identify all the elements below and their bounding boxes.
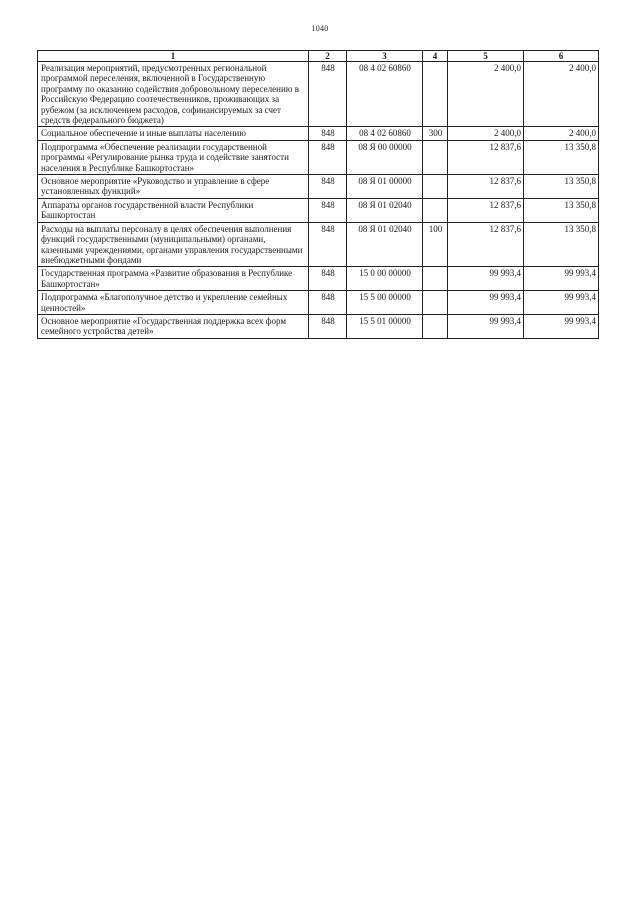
row-expense-type-cell [423,62,448,127]
row-target-article-cell: 08 Я 01 02040 [347,198,423,222]
row-admin-code-cell: 848 [309,175,347,199]
row-amount-year1-cell: 2 400,0 [448,62,524,127]
row-target-article-cell: 08 Я 01 02040 [347,222,423,267]
row-amount-year1-cell: 12 837,6 [448,222,524,267]
budget-table [37,50,599,339]
row-admin-code-cell: 848 [309,267,347,291]
row-amount-year2-cell: 99 993,4 [524,314,599,338]
row-amount-year1-cell: 12 837,6 [448,198,524,222]
row-name-cell: Государственная программа «Развитие образования в Республике Башкортостан» [38,267,309,291]
row-name-cell: Социальное обеспечение и иные выплаты населению [38,127,309,140]
row-amount-year1-cell: 2 400,0 [448,127,524,140]
row-target-article-cell: 08 4 02 60860 [347,127,423,140]
row-amount-year1-cell: 99 993,4 [448,267,524,291]
row-name-cell: Аппараты органов государственной власти Республики Башкортостан [38,198,309,222]
table-row [38,267,599,291]
row-admin-code-cell: 848 [309,62,347,127]
row-admin-code-cell: 848 [309,222,347,267]
row-amount-year2-cell: 13 350,8 [524,140,599,174]
row-expense-type-cell [423,198,448,222]
table-row [38,314,599,338]
row-target-article-cell: 08 Я 01 00000 [347,175,423,199]
header-col-5: 5 [448,51,524,62]
header-col-4: 4 [423,51,448,62]
row-amount-year1-cell: 12 837,6 [448,175,524,199]
table-row [38,175,599,199]
row-expense-type-cell: 300 [423,127,448,140]
row-name-cell: Расходы на выплаты персоналу в целях обеспечения выполнения функций государственными (муниципальными) органами, казенными учреждениями, органами управления государственными внебюджетными фондами [38,222,309,267]
row-name-cell: Подпрограмма «Благополучное детство и укрепление семейных ценностей» [38,291,309,315]
header-col-6: 6 [524,51,599,62]
row-admin-code-cell: 848 [309,291,347,315]
row-amount-year2-cell: 2 400,0 [524,127,599,140]
row-expense-type-cell [423,267,448,291]
row-expense-type-cell [423,314,448,338]
row-amount-year1-cell: 12 837,6 [448,140,524,174]
row-amount-year2-cell: 13 350,8 [524,175,599,199]
row-target-article-cell: 15 0 00 00000 [347,267,423,291]
page-number: 1040 [311,24,329,33]
table-row [38,291,599,315]
table-row [38,222,599,267]
row-amount-year2-cell: 99 993,4 [524,291,599,315]
table-row [38,140,599,174]
row-admin-code-cell: 848 [309,127,347,140]
row-amount-year2-cell: 13 350,8 [524,198,599,222]
row-admin-code-cell: 848 [309,198,347,222]
table-row [38,198,599,222]
header-col-3: 3 [347,51,423,62]
row-amount-year2-cell: 13 350,8 [524,222,599,267]
table-row [38,127,599,140]
row-admin-code-cell: 848 [309,140,347,174]
row-amount-year1-cell: 99 993,4 [448,314,524,338]
row-name-cell: Подпрограмма «Обеспечение реализации государственной программы «Регулирование рынка труда и содействие занятости населения в Республике Башкортостан» [38,140,309,174]
row-amount-year2-cell: 2 400,0 [524,62,599,127]
row-name-cell: Реализация мероприятий, предусмотренных региональной программой переселения, включенной в Государственную программу по оказанию содействия добровольному переселению в Российскую Федерацию соотечественников, проживающих за рубежом (за исключением расходов, софинансируемых за счет средств федерального бюджета) [38,62,309,127]
header-col-2: 2 [309,51,347,62]
row-target-article-cell: 15 5 00 00000 [347,291,423,315]
row-name-cell: Основное мероприятие «Руководство и управление в сфере установленных функций» [38,175,309,199]
row-expense-type-cell [423,291,448,315]
row-amount-year1-cell: 99 993,4 [448,291,524,315]
table-body [38,62,599,339]
row-expense-type-cell: 100 [423,222,448,267]
row-name-cell: Основное мероприятие «Государственная поддержка всех форм семейного устройства детей» [38,314,309,338]
row-admin-code-cell: 848 [309,314,347,338]
row-amount-year2-cell: 99 993,4 [524,267,599,291]
header-col-1: 1 [38,51,309,62]
row-target-article-cell: 08 4 02 60860 [347,62,423,127]
row-target-article-cell: 08 Я 00 00000 [347,140,423,174]
row-target-article-cell: 15 5 01 00000 [347,314,423,338]
table-row [38,62,599,127]
header-row [38,51,599,62]
row-expense-type-cell [423,140,448,174]
row-expense-type-cell [423,175,448,199]
